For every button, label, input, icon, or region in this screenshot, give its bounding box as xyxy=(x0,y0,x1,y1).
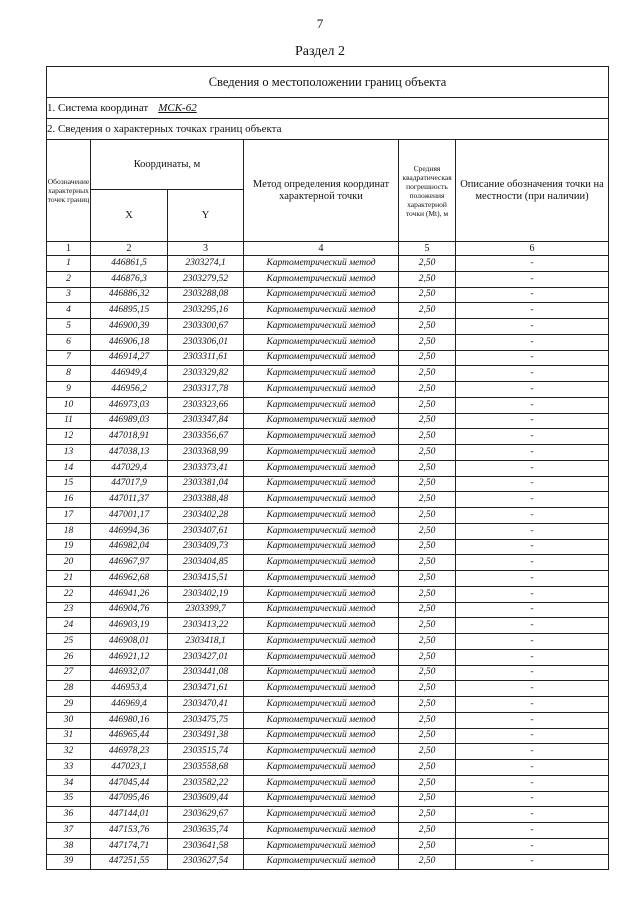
coord-y: 2303407,61 xyxy=(168,523,244,539)
table-row xyxy=(47,854,609,870)
table-row xyxy=(47,634,609,650)
point-number: 34 xyxy=(47,775,91,791)
point-number: 27 xyxy=(47,665,91,681)
method: Картометрический метод xyxy=(244,854,399,870)
coord-x: 447038,13 xyxy=(91,445,168,461)
coord-x: 447095,46 xyxy=(91,791,168,807)
coord-x: 446962,68 xyxy=(91,571,168,587)
table-row xyxy=(47,681,609,697)
coord-y: 2303418,1 xyxy=(168,634,244,650)
method: Картометрический метод xyxy=(244,649,399,665)
accuracy: 2,50 xyxy=(399,476,456,492)
method: Картометрический метод xyxy=(244,775,399,791)
description: - xyxy=(456,413,609,429)
coord-y: 2303381,04 xyxy=(168,476,244,492)
description: - xyxy=(456,303,609,319)
point-number: 32 xyxy=(47,744,91,760)
coord-y: 2303641,58 xyxy=(168,838,244,854)
method: Картометрический метод xyxy=(244,823,399,839)
table-row xyxy=(47,728,609,744)
method: Картометрический метод xyxy=(244,602,399,618)
table-row xyxy=(47,775,609,791)
accuracy: 2,50 xyxy=(399,413,456,429)
description: - xyxy=(456,287,609,303)
coord-x: 446941,26 xyxy=(91,586,168,602)
method: Картометрический метод xyxy=(244,681,399,697)
point-number: 29 xyxy=(47,697,91,713)
table-row xyxy=(47,319,609,335)
table-row xyxy=(47,760,609,776)
method: Картометрический метод xyxy=(244,397,399,413)
description: - xyxy=(456,460,609,476)
accuracy: 2,50 xyxy=(399,523,456,539)
point-number: 15 xyxy=(47,476,91,492)
table-row xyxy=(47,366,609,382)
method: Картометрический метод xyxy=(244,271,399,287)
accuracy: 2,50 xyxy=(399,539,456,555)
accuracy: 2,50 xyxy=(399,287,456,303)
table-row xyxy=(47,397,609,413)
coord-x: 446895,15 xyxy=(91,303,168,319)
coord-x: 446969,4 xyxy=(91,697,168,713)
description: - xyxy=(456,539,609,555)
accuracy: 2,50 xyxy=(399,681,456,697)
coord-y: 2303368,99 xyxy=(168,445,244,461)
accuracy: 2,50 xyxy=(399,350,456,366)
method: Картометрический метод xyxy=(244,634,399,650)
method: Картометрический метод xyxy=(244,476,399,492)
column-number: 2 xyxy=(91,242,168,256)
table-row xyxy=(47,492,609,508)
header-description: Описание обозначения точки на местности (при наличии) xyxy=(456,140,609,242)
description: - xyxy=(456,319,609,335)
accuracy: 2,50 xyxy=(399,728,456,744)
coord-y: 2303627,54 xyxy=(168,854,244,870)
table-row xyxy=(47,823,609,839)
column-number: 3 xyxy=(168,242,244,256)
coord-x: 446903,19 xyxy=(91,618,168,634)
method: Картометрический метод xyxy=(244,319,399,335)
method: Картометрический метод xyxy=(244,539,399,555)
accuracy: 2,50 xyxy=(399,854,456,870)
accuracy: 2,50 xyxy=(399,445,456,461)
coord-x: 446978,23 xyxy=(91,744,168,760)
coord-y: 2303413,22 xyxy=(168,618,244,634)
point-number: 30 xyxy=(47,712,91,728)
table-row xyxy=(47,586,609,602)
method: Картометрический метод xyxy=(244,492,399,508)
method: Картометрический метод xyxy=(244,460,399,476)
coord-y: 2303635,74 xyxy=(168,823,244,839)
point-number: 9 xyxy=(47,382,91,398)
table-row xyxy=(47,429,609,445)
accuracy: 2,50 xyxy=(399,397,456,413)
coord-x: 446994,36 xyxy=(91,523,168,539)
coord-x: 446967,97 xyxy=(91,555,168,571)
accuracy: 2,50 xyxy=(399,508,456,524)
coord-y: 2303427,01 xyxy=(168,649,244,665)
point-number: 37 xyxy=(47,823,91,839)
table-row xyxy=(47,287,609,303)
description: - xyxy=(456,807,609,823)
accuracy: 2,50 xyxy=(399,586,456,602)
column-number: 6 xyxy=(456,242,609,256)
description: - xyxy=(456,586,609,602)
description: - xyxy=(456,744,609,760)
header-point-designation: Обозначение характерных точек границ xyxy=(47,140,91,242)
description: - xyxy=(456,634,609,650)
accuracy: 2,50 xyxy=(399,256,456,272)
coord-y: 2303402,28 xyxy=(168,508,244,524)
accuracy: 2,50 xyxy=(399,618,456,634)
description: - xyxy=(456,350,609,366)
accuracy: 2,50 xyxy=(399,382,456,398)
point-number: 10 xyxy=(47,397,91,413)
coord-x: 446932,07 xyxy=(91,665,168,681)
table-row xyxy=(47,555,609,571)
coord-y: 2303491,38 xyxy=(168,728,244,744)
description: - xyxy=(456,555,609,571)
coord-x: 446973,03 xyxy=(91,397,168,413)
coord-y: 2303274,1 xyxy=(168,256,244,272)
coord-y: 2303288,08 xyxy=(168,287,244,303)
description: - xyxy=(456,854,609,870)
header-y: Y xyxy=(168,190,244,242)
coord-x: 447153,76 xyxy=(91,823,168,839)
description: - xyxy=(456,665,609,681)
accuracy: 2,50 xyxy=(399,429,456,445)
coord-x: 447017,9 xyxy=(91,476,168,492)
table-row xyxy=(47,807,609,823)
method: Картометрический метод xyxy=(244,838,399,854)
point-number: 36 xyxy=(47,807,91,823)
accuracy: 2,50 xyxy=(399,602,456,618)
page-number: 7 xyxy=(316,16,324,31)
point-number: 6 xyxy=(47,334,91,350)
description: - xyxy=(456,334,609,350)
accuracy: 2,50 xyxy=(399,712,456,728)
method: Картометрический метод xyxy=(244,807,399,823)
point-number: 23 xyxy=(47,602,91,618)
coord-y: 2303409,73 xyxy=(168,539,244,555)
table-row xyxy=(47,744,609,760)
description: - xyxy=(456,492,609,508)
description: - xyxy=(456,728,609,744)
coord-x: 447144,01 xyxy=(91,807,168,823)
table-row xyxy=(47,712,609,728)
coord-system-row xyxy=(47,98,609,119)
method: Картометрический метод xyxy=(244,382,399,398)
method: Картометрический метод xyxy=(244,413,399,429)
column-number: 1 xyxy=(47,242,91,256)
method: Картометрический метод xyxy=(244,791,399,807)
coord-y: 2303471,61 xyxy=(168,681,244,697)
coord-x: 447029,4 xyxy=(91,460,168,476)
coord-y: 2303402,19 xyxy=(168,586,244,602)
point-number: 3 xyxy=(47,287,91,303)
description: - xyxy=(456,445,609,461)
coord-x: 446956,2 xyxy=(91,382,168,398)
header-coordinates: Координаты, м xyxy=(91,140,244,190)
method: Картометрический метод xyxy=(244,665,399,681)
accuracy: 2,50 xyxy=(399,649,456,665)
coord-x: 446904,76 xyxy=(91,602,168,618)
table-row xyxy=(47,445,609,461)
table-row xyxy=(47,697,609,713)
coord-y: 2303306,01 xyxy=(168,334,244,350)
point-number: 33 xyxy=(47,760,91,776)
column-number: 4 xyxy=(244,242,399,256)
coord-x: 446886,32 xyxy=(91,287,168,303)
coord-y: 2303582,22 xyxy=(168,775,244,791)
method: Картометрический метод xyxy=(244,760,399,776)
method: Картометрический метод xyxy=(244,445,399,461)
description: - xyxy=(456,382,609,398)
description: - xyxy=(456,271,609,287)
accuracy: 2,50 xyxy=(399,697,456,713)
method: Картометрический метод xyxy=(244,555,399,571)
coord-y: 2303558,68 xyxy=(168,760,244,776)
accuracy: 2,50 xyxy=(399,571,456,587)
header-accuracy: Средняя квадратическая погрешность положения характерной точки (Mt), м xyxy=(399,140,456,242)
method: Картометрический метод xyxy=(244,523,399,539)
coord-y: 2303441,08 xyxy=(168,665,244,681)
method: Картометрический метод xyxy=(244,586,399,602)
coord-x: 446914,27 xyxy=(91,350,168,366)
coord-system-value: МСК-62 xyxy=(158,102,197,114)
coord-y: 2303475,75 xyxy=(168,712,244,728)
point-number: 22 xyxy=(47,586,91,602)
method: Картометрический метод xyxy=(244,256,399,272)
table-row xyxy=(47,791,609,807)
coord-x: 446953,4 xyxy=(91,681,168,697)
coord-x: 447045,44 xyxy=(91,775,168,791)
accuracy: 2,50 xyxy=(399,838,456,854)
point-number: 21 xyxy=(47,571,91,587)
coord-x: 446861,5 xyxy=(91,256,168,272)
coord-x: 447251,55 xyxy=(91,854,168,870)
coord-y: 2303323,66 xyxy=(168,397,244,413)
point-number: 28 xyxy=(47,681,91,697)
accuracy: 2,50 xyxy=(399,319,456,335)
coord-y: 2303356,67 xyxy=(168,429,244,445)
description: - xyxy=(456,618,609,634)
description: - xyxy=(456,366,609,382)
accuracy: 2,50 xyxy=(399,334,456,350)
table-row xyxy=(47,523,609,539)
method: Картометрический метод xyxy=(244,429,399,445)
coord-x: 446980,16 xyxy=(91,712,168,728)
coord-y: 2303404,85 xyxy=(168,555,244,571)
point-number: 31 xyxy=(47,728,91,744)
point-number: 17 xyxy=(47,508,91,524)
point-number: 12 xyxy=(47,429,91,445)
coord-x: 447001,17 xyxy=(91,508,168,524)
description: - xyxy=(456,429,609,445)
coord-y: 2303373,41 xyxy=(168,460,244,476)
accuracy: 2,50 xyxy=(399,460,456,476)
accuracy: 2,50 xyxy=(399,665,456,681)
accuracy: 2,50 xyxy=(399,555,456,571)
method: Картометрический метод xyxy=(244,366,399,382)
table-row xyxy=(47,460,609,476)
coord-x: 447174,71 xyxy=(91,838,168,854)
table-row xyxy=(47,303,609,319)
coord-y: 2303329,82 xyxy=(168,366,244,382)
table-row xyxy=(47,571,609,587)
table-row xyxy=(47,334,609,350)
header-method: Метод определения координат характерной точки xyxy=(244,140,399,242)
accuracy: 2,50 xyxy=(399,744,456,760)
accuracy: 2,50 xyxy=(399,366,456,382)
method: Картометрический метод xyxy=(244,508,399,524)
coord-y: 2303515,74 xyxy=(168,744,244,760)
column-numbers-row xyxy=(47,242,609,256)
point-number: 18 xyxy=(47,523,91,539)
point-number: 2 xyxy=(47,271,91,287)
coord-y: 2303399,7 xyxy=(168,602,244,618)
accuracy: 2,50 xyxy=(399,303,456,319)
table-title: Сведения о местоположении границ объекта xyxy=(47,67,609,98)
points-label: 2. Сведения о характерных точках границ объекта xyxy=(47,119,609,140)
coord-y: 2303347,84 xyxy=(168,413,244,429)
coord-x: 446906,18 xyxy=(91,334,168,350)
accuracy: 2,50 xyxy=(399,760,456,776)
method: Картометрический метод xyxy=(244,712,399,728)
description: - xyxy=(456,775,609,791)
column-number: 5 xyxy=(399,242,456,256)
point-number: 4 xyxy=(47,303,91,319)
table-row xyxy=(47,539,609,555)
point-number: 25 xyxy=(47,634,91,650)
coord-x: 447018,91 xyxy=(91,429,168,445)
coord-x: 446982,04 xyxy=(91,539,168,555)
point-number: 26 xyxy=(47,649,91,665)
accuracy: 2,50 xyxy=(399,791,456,807)
coord-x: 447011,37 xyxy=(91,492,168,508)
accuracy: 2,50 xyxy=(399,807,456,823)
coord-y: 2303300,67 xyxy=(168,319,244,335)
description: - xyxy=(456,838,609,854)
description: - xyxy=(456,571,609,587)
method: Картометрический метод xyxy=(244,334,399,350)
coord-x: 446989,03 xyxy=(91,413,168,429)
table-row xyxy=(47,382,609,398)
header-x: X xyxy=(91,190,168,242)
coord-x: 446908,01 xyxy=(91,634,168,650)
method: Картометрический метод xyxy=(244,728,399,744)
point-number: 13 xyxy=(47,445,91,461)
table-row xyxy=(47,350,609,366)
point-number: 39 xyxy=(47,854,91,870)
method: Картометрический метод xyxy=(244,287,399,303)
point-number: 19 xyxy=(47,539,91,555)
coord-x: 447023,1 xyxy=(91,760,168,776)
coord-y: 2303317,78 xyxy=(168,382,244,398)
accuracy: 2,50 xyxy=(399,823,456,839)
table-row xyxy=(47,618,609,634)
table-row xyxy=(47,665,609,681)
point-number: 11 xyxy=(47,413,91,429)
coord-y: 2303609,44 xyxy=(168,791,244,807)
coord-y: 2303311,61 xyxy=(168,350,244,366)
method: Картометрический метод xyxy=(244,618,399,634)
method: Картометрический метод xyxy=(244,571,399,587)
table-row xyxy=(47,413,609,429)
point-number: 7 xyxy=(47,350,91,366)
description: - xyxy=(456,508,609,524)
coord-y: 2303279,52 xyxy=(168,271,244,287)
coord-y: 2303415,51 xyxy=(168,571,244,587)
description: - xyxy=(456,697,609,713)
description: - xyxy=(456,791,609,807)
description: - xyxy=(456,523,609,539)
table-row xyxy=(47,256,609,272)
point-number: 38 xyxy=(47,838,91,854)
table-row xyxy=(47,271,609,287)
method: Картометрический метод xyxy=(244,697,399,713)
description: - xyxy=(456,712,609,728)
table-row xyxy=(47,838,609,854)
coord-y: 2303295,16 xyxy=(168,303,244,319)
point-number: 1 xyxy=(47,256,91,272)
description: - xyxy=(456,823,609,839)
point-number: 20 xyxy=(47,555,91,571)
description: - xyxy=(456,681,609,697)
table-row xyxy=(47,602,609,618)
coord-y: 2303388,48 xyxy=(168,492,244,508)
method: Картометрический метод xyxy=(244,303,399,319)
table-row xyxy=(47,649,609,665)
table-row xyxy=(47,476,609,492)
accuracy: 2,50 xyxy=(399,775,456,791)
point-number: 5 xyxy=(47,319,91,335)
point-number: 24 xyxy=(47,618,91,634)
coord-system-label: 1. Система координат xyxy=(47,102,149,114)
coord-x: 446921,12 xyxy=(91,649,168,665)
coord-x: 446949,4 xyxy=(91,366,168,382)
accuracy: 2,50 xyxy=(399,634,456,650)
method: Картометрический метод xyxy=(244,350,399,366)
description: - xyxy=(456,256,609,272)
description: - xyxy=(456,397,609,413)
boundary-points-table xyxy=(46,66,609,870)
description: - xyxy=(456,649,609,665)
method: Картометрический метод xyxy=(244,744,399,760)
description: - xyxy=(456,602,609,618)
point-number: 16 xyxy=(47,492,91,508)
coord-y: 2303629,67 xyxy=(168,807,244,823)
description: - xyxy=(456,476,609,492)
accuracy: 2,50 xyxy=(399,492,456,508)
table-row xyxy=(47,508,609,524)
coord-x: 446876,3 xyxy=(91,271,168,287)
coord-y: 2303470,41 xyxy=(168,697,244,713)
description: - xyxy=(456,760,609,776)
accuracy: 2,50 xyxy=(399,271,456,287)
section-title: Раздел 2 xyxy=(294,44,346,59)
point-number: 8 xyxy=(47,366,91,382)
coord-x: 446965,44 xyxy=(91,728,168,744)
point-number: 35 xyxy=(47,791,91,807)
point-number: 14 xyxy=(47,460,91,476)
coord-x: 446900,39 xyxy=(91,319,168,335)
